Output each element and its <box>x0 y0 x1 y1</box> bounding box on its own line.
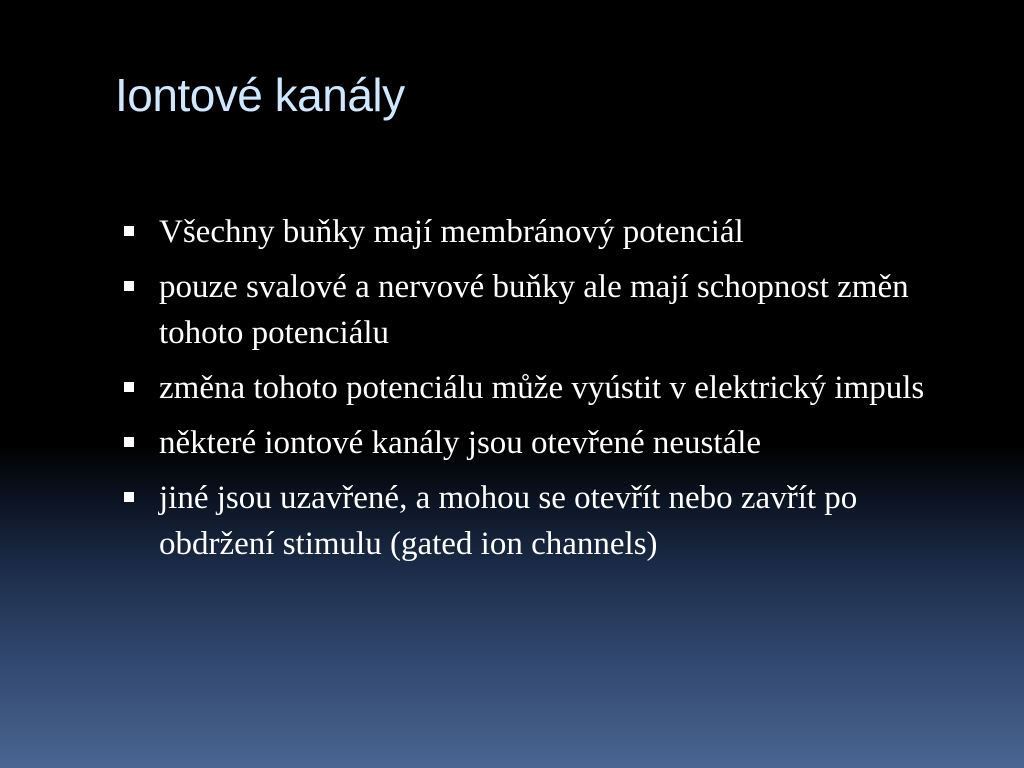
list-item <box>120 365 980 411</box>
square-bullet-icon <box>124 382 134 392</box>
list-item <box>120 209 980 255</box>
slide-title: Iontové kanály <box>115 69 405 121</box>
bullet-text: pouze svalové a nervové buňky ale mají schopnost změn tohoto potenciálu <box>159 269 909 351</box>
square-bullet-icon <box>124 492 134 502</box>
square-bullet-icon <box>124 226 134 236</box>
bullet-text: jiné jsou uzavřené, a mohou se otevřít nebo zavřít po obdržení stimulu (gated ion channels) <box>159 480 858 562</box>
square-bullet-icon <box>124 437 134 447</box>
bullet-text: změna tohoto potenciálu může vyústit v elektrický impuls <box>159 370 925 406</box>
bullet-text: některé iontové kanály jsou otevřené neustále <box>159 425 762 461</box>
square-bullet-icon <box>124 281 134 291</box>
list-item <box>120 420 980 466</box>
bullet-list <box>120 209 980 576</box>
bullet-text: Všechny buňky mají membránový potenciál <box>159 214 744 250</box>
list-item <box>120 475 980 567</box>
list-item <box>120 264 980 356</box>
